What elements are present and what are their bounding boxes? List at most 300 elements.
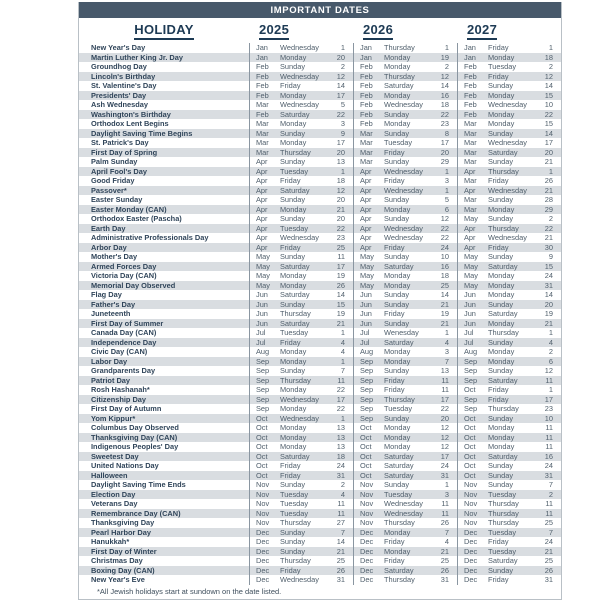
date-cell-2027	[457, 509, 561, 519]
date-cell-2026	[353, 423, 457, 433]
month-2027: Mar	[464, 157, 477, 166]
date-cell-2027	[457, 433, 561, 443]
month-2027: Jul	[464, 337, 474, 347]
month-2025: Sep	[256, 356, 270, 366]
day-2026: 19	[440, 52, 449, 62]
day-2025: 24	[336, 461, 345, 470]
weekday-2025: Saturday	[280, 261, 310, 271]
month-2026: Sep	[360, 413, 374, 423]
weekday-2026: Wednesday	[384, 223, 423, 233]
weekday-2025: Sunday	[280, 157, 306, 166]
month-2025: Oct	[256, 423, 268, 432]
weekday-2025: Thursday	[280, 518, 311, 527]
table-row	[79, 338, 561, 348]
weekday-2027: Sunday	[488, 480, 514, 489]
date-cell-2025	[249, 347, 353, 357]
day-2025: 27	[336, 518, 345, 527]
day-2025: 19	[336, 271, 345, 280]
date-cell-2027	[457, 414, 561, 424]
table-row	[79, 233, 561, 243]
holiday-name: Independence Day	[91, 337, 157, 347]
weekday-2027: Thursday	[488, 166, 519, 176]
month-2025: Mar	[256, 147, 269, 157]
weekday-2026: Friday	[384, 176, 405, 185]
day-2025: 13	[336, 423, 345, 432]
weekday-2025: Thursday	[280, 147, 311, 157]
weekday-2025: Sunday	[280, 480, 306, 489]
month-2026: Apr	[360, 195, 372, 204]
date-cell-2027	[457, 271, 561, 281]
month-2025: Apr	[256, 195, 268, 204]
date-cell-2026	[353, 547, 457, 557]
month-2025: Mar	[256, 128, 269, 138]
day-2025: 1	[340, 43, 345, 52]
weekday-2027: Saturday	[488, 451, 518, 461]
day-2026: 4	[444, 337, 449, 347]
holiday-name: Rosh Hashanah*	[91, 385, 150, 394]
weekday-2025: Sunday	[280, 252, 306, 261]
month-2027: Mar	[464, 138, 477, 147]
day-2025: 7	[340, 527, 345, 537]
day-2027: 2	[548, 347, 553, 356]
date-cell-2025	[249, 385, 353, 395]
day-2027: 30	[544, 242, 553, 252]
date-cell-2026	[353, 480, 457, 490]
weekday-2026: Monday	[384, 527, 411, 537]
weekday-2026: Sunday	[384, 214, 410, 223]
date-cell-2026	[353, 309, 457, 319]
date-cell-2027	[457, 110, 561, 120]
day-2026: 3	[444, 347, 449, 356]
weekday-2027: Saturday	[488, 309, 518, 318]
day-2027: 2	[548, 62, 553, 71]
weekday-2026: Friday	[384, 375, 405, 385]
day-2027: 10	[544, 100, 553, 109]
holiday-name: Palm Sunday	[91, 157, 138, 166]
weekday-2025: Friday	[280, 337, 301, 347]
month-2027: Jun	[464, 309, 476, 318]
weekday-2025: Sunday	[280, 366, 306, 375]
month-2027: Dec	[464, 565, 478, 575]
day-2027: 1	[548, 43, 553, 52]
weekday-2027: Thursday	[488, 518, 519, 527]
table-row	[79, 186, 561, 196]
holiday-name: First Day of Winter	[91, 546, 157, 556]
day-2025: 11	[337, 499, 345, 508]
weekday-2025: Monday	[280, 423, 307, 432]
date-cell-2026	[353, 205, 457, 215]
month-2026: Sep	[360, 385, 374, 394]
day-2027: 22	[544, 223, 553, 233]
date-cell-2027	[457, 72, 561, 82]
date-cell-2025	[249, 91, 353, 101]
holiday-name: Washington's Birthday	[91, 109, 171, 119]
weekday-2025: Sunday	[280, 128, 306, 138]
day-2026: 24	[440, 461, 449, 470]
day-2025: 17	[336, 261, 345, 271]
holiday-name: Hanukkah*	[91, 537, 130, 546]
month-2027: Oct	[464, 413, 476, 423]
date-cell-2027	[457, 471, 561, 481]
table-row	[79, 480, 561, 490]
month-2026: Jan	[360, 52, 372, 62]
month-2026: Feb	[360, 90, 373, 100]
month-2026: Dec	[360, 565, 374, 575]
month-2025: Apr	[256, 157, 268, 166]
month-2026: Apr	[360, 233, 372, 242]
day-2025: 13	[336, 432, 345, 442]
month-2027: Feb	[464, 62, 477, 71]
month-2027: Aug	[464, 347, 478, 356]
date-cell-2027	[457, 43, 561, 53]
weekday-2025: Saturday	[280, 109, 310, 119]
weekday-2025: Tuesday	[280, 223, 309, 233]
date-cell-2027	[457, 119, 561, 129]
weekday-2025: Saturday	[280, 318, 310, 328]
day-2025: 3	[340, 119, 345, 128]
weekday-2027: Friday	[488, 176, 509, 185]
month-2027: Mar	[464, 195, 477, 204]
weekday-2027: Friday	[488, 394, 509, 404]
month-2025: Jul	[256, 337, 266, 347]
holiday-name: New Year's Eve	[91, 575, 145, 584]
month-2027: Apr	[464, 166, 476, 176]
day-2025: 17	[336, 90, 345, 100]
holiday-name: Presidents' Day	[91, 90, 147, 100]
weekday-2026: Monday	[384, 280, 411, 290]
day-2026: 13	[440, 366, 449, 375]
weekday-2027: Tuesday	[488, 527, 517, 537]
day-2027: 11	[545, 508, 553, 518]
day-2026: 29	[440, 157, 449, 166]
day-2027: 15	[544, 90, 553, 100]
day-2027: 21	[544, 157, 553, 166]
date-cell-2025	[249, 100, 353, 110]
month-2025: Jun	[256, 309, 268, 318]
day-2027: 20	[544, 147, 553, 157]
month-2025: Dec	[256, 527, 270, 537]
month-2027: Feb	[464, 81, 477, 90]
month-2025: Apr	[256, 242, 268, 252]
weekday-2026: Monday	[384, 119, 411, 128]
date-cell-2026	[353, 319, 457, 329]
holiday-name: Ash Wednesday	[91, 100, 148, 109]
day-2026: 18	[440, 271, 449, 280]
date-cell-2027	[457, 214, 561, 224]
date-cell-2025	[249, 271, 353, 281]
date-cell-2027	[457, 395, 561, 405]
date-cell-2027	[457, 100, 561, 110]
date-cell-2026	[353, 176, 457, 186]
day-2026: 10	[440, 252, 449, 261]
weekday-2026: Wednesday	[384, 166, 423, 176]
weekday-2026: Tuesday	[384, 489, 413, 499]
date-cell-2025	[249, 281, 353, 291]
date-cell-2026	[353, 100, 457, 110]
month-2027: Jun	[464, 299, 476, 309]
day-2026: 18	[440, 100, 449, 109]
day-2025: 18	[336, 451, 345, 461]
day-2026: 1	[444, 166, 449, 176]
weekday-2025: Saturday	[280, 451, 310, 461]
weekday-2027: Friday	[488, 537, 509, 546]
holiday-name: First Day of Spring	[91, 147, 158, 157]
day-2027: 19	[544, 309, 553, 318]
weekday-2027: Wednesday	[488, 138, 527, 147]
day-2026: 12	[440, 423, 449, 432]
table-row	[79, 148, 561, 158]
weekday-2026: Saturday	[384, 337, 414, 347]
holiday-name: Flag Day	[91, 290, 122, 299]
weekday-2026: Thursday	[384, 43, 415, 52]
month-2027: Sep	[464, 404, 478, 413]
day-2026: 3	[444, 489, 449, 499]
weekday-2027: Wednesday	[488, 233, 527, 242]
day-2026: 17	[440, 138, 449, 147]
month-2026: Sep	[360, 375, 374, 385]
date-cell-2027	[457, 376, 561, 386]
holiday-name: New Year's Day	[91, 43, 146, 52]
date-cell-2027	[457, 300, 561, 310]
weekday-2026: Sunday	[384, 366, 410, 375]
date-cell-2026	[353, 366, 457, 376]
date-cell-2027	[457, 575, 561, 585]
table-row	[79, 224, 561, 234]
holiday-name: Arbor Day	[91, 242, 127, 252]
date-cell-2026	[353, 129, 457, 139]
month-2027: Oct	[464, 423, 476, 432]
holiday-name: Christmas Day	[91, 556, 143, 565]
date-cell-2026	[353, 62, 457, 72]
table-row	[79, 357, 561, 367]
day-2026: 1	[444, 43, 449, 52]
day-2025: 11	[337, 508, 345, 518]
date-cell-2026	[353, 575, 457, 585]
date-cell-2025	[249, 366, 353, 376]
weekday-2026: Thursday	[384, 518, 415, 527]
date-cell-2025	[249, 53, 353, 63]
date-cell-2027	[457, 518, 561, 528]
date-cell-2026	[353, 471, 457, 481]
month-2026: Apr	[360, 185, 372, 195]
month-2027: Apr	[464, 223, 476, 233]
month-2027: Dec	[464, 575, 478, 584]
month-2026: Mar	[360, 128, 373, 138]
weekday-2027: Sunday	[488, 470, 514, 480]
date-cell-2025	[249, 404, 353, 414]
day-2026: 20	[440, 147, 449, 157]
month-2027: Mar	[464, 119, 477, 128]
day-2026: 26	[440, 518, 449, 527]
weekday-2025: Sunday	[280, 537, 306, 546]
day-2027: 2	[548, 214, 553, 223]
day-2027: 18	[544, 52, 553, 62]
month-2027: Sep	[464, 394, 478, 404]
day-2027: 31	[544, 470, 553, 480]
date-cell-2027	[457, 243, 561, 253]
table-row	[79, 129, 561, 139]
day-2025: 4	[340, 489, 345, 499]
month-2027: May	[464, 271, 478, 280]
weekday-2026: Tuesday	[384, 138, 413, 147]
day-2026: 12	[440, 432, 449, 442]
date-cell-2025	[249, 319, 353, 329]
month-2025: Jan	[256, 43, 268, 52]
month-2025: Jun	[256, 290, 268, 299]
weekday-2027: Sunday	[488, 461, 514, 470]
weekday-2026: Monday	[384, 204, 411, 214]
weekday-2027: Saturday	[488, 375, 518, 385]
day-2026: 11	[441, 499, 449, 508]
day-2027: 26	[544, 565, 553, 575]
weekday-2025: Sunday	[280, 195, 306, 204]
month-2026: Nov	[360, 480, 374, 489]
weekday-2026: Wednesday	[384, 100, 423, 109]
holiday-name: Good Friday	[91, 176, 135, 185]
date-cell-2026	[353, 414, 457, 424]
date-cell-2027	[457, 224, 561, 234]
table-row	[79, 110, 561, 120]
month-2026: Sep	[360, 356, 374, 366]
table-row	[79, 262, 561, 272]
day-2027: 7	[548, 527, 553, 537]
date-cell-2027	[457, 195, 561, 205]
weekday-2027: Monday	[488, 52, 515, 62]
weekday-2027: Friday	[488, 43, 509, 52]
holiday-name: Father's Day	[91, 299, 136, 309]
month-2026: Oct	[360, 423, 372, 432]
day-2025: 1	[340, 328, 345, 337]
weekday-2026: Friday	[384, 537, 405, 546]
date-cell-2027	[457, 566, 561, 576]
day-2026: 21	[440, 318, 449, 328]
month-2027: Nov	[464, 480, 478, 489]
weekday-2025: Friday	[280, 565, 301, 575]
holiday-name: Civic Day (CAN)	[91, 347, 148, 356]
day-2027: 28	[544, 195, 553, 204]
date-cell-2027	[457, 233, 561, 243]
date-cell-2025	[249, 518, 353, 528]
month-2026: Jul	[360, 328, 370, 337]
weekday-2026: Saturday	[384, 470, 414, 480]
weekday-2026: Sunday	[384, 413, 410, 423]
day-2025: 20	[336, 147, 345, 157]
date-cell-2025	[249, 461, 353, 471]
weekday-2027: Sunday	[488, 366, 514, 375]
weekday-2026: Monday	[384, 90, 411, 100]
date-cell-2026	[353, 290, 457, 300]
weekday-2025: Saturday	[280, 185, 310, 195]
weekday-2025: Monday	[280, 90, 307, 100]
month-2025: Apr	[256, 214, 268, 223]
holiday-name: Administrative Professionals Day	[91, 233, 209, 242]
day-2026: 16	[440, 261, 449, 271]
month-2025: Apr	[256, 233, 268, 242]
holiday-name: Pearl Harbor Day	[91, 527, 151, 537]
date-cell-2026	[353, 72, 457, 82]
date-cell-2025	[249, 252, 353, 262]
date-cell-2025	[249, 433, 353, 443]
month-2025: Jul	[256, 328, 266, 337]
date-cell-2025	[249, 509, 353, 519]
holiday-name: St. Patrick's Day	[91, 138, 149, 147]
weekday-2025: Sunday	[280, 62, 306, 71]
day-2026: 17	[440, 451, 449, 461]
month-2025: Oct	[256, 461, 268, 470]
weekday-2026: Wednesday	[384, 233, 423, 242]
month-2026: Dec	[360, 546, 374, 556]
date-cell-2025	[249, 233, 353, 243]
date-cell-2026	[353, 556, 457, 566]
month-2027: Oct	[464, 432, 476, 442]
day-2027: 1	[548, 166, 553, 176]
weekday-2026: Sunday	[384, 480, 410, 489]
holiday-name: Orthodox Easter (Pascha)	[91, 214, 182, 223]
day-2025: 12	[336, 71, 345, 81]
day-2025: 22	[336, 404, 345, 413]
month-2026: Feb	[360, 71, 373, 81]
weekday-2026: Saturday	[384, 461, 414, 470]
day-2026: 1	[444, 480, 449, 489]
month-2026: Sep	[360, 404, 374, 413]
date-cell-2025	[249, 119, 353, 129]
date-cell-2027	[457, 366, 561, 376]
weekday-2027: Sunday	[488, 299, 514, 309]
date-cell-2027	[457, 547, 561, 557]
date-cell-2027	[457, 81, 561, 91]
weekday-2027: Monday	[488, 290, 515, 299]
date-cell-2025	[249, 471, 353, 481]
month-2025: Apr	[256, 176, 268, 185]
month-2025: Mar	[256, 119, 269, 128]
day-2026: 12	[440, 214, 449, 223]
month-2025: Apr	[256, 166, 268, 176]
weekday-2026: Friday	[384, 242, 405, 252]
weekday-2027: Thursday	[488, 404, 519, 413]
month-2025: Jun	[256, 299, 268, 309]
month-2027: Dec	[464, 556, 478, 565]
month-2025: Dec	[256, 575, 270, 584]
month-2026: Apr	[360, 166, 372, 176]
weekday-2027: Sunday	[488, 157, 514, 166]
weekday-2026: Thursday	[384, 394, 415, 404]
date-cell-2027	[457, 129, 561, 139]
date-cell-2027	[457, 528, 561, 538]
date-cell-2025	[249, 290, 353, 300]
weekday-2025: Tuesday	[280, 166, 309, 176]
weekday-2025: Friday	[280, 81, 301, 90]
date-cell-2026	[353, 537, 457, 547]
holiday-name: Labor Day	[91, 356, 128, 366]
weekday-2025: Monday	[280, 138, 307, 147]
weekday-2027: Sunday	[488, 413, 514, 423]
table-row	[79, 271, 561, 281]
date-cell-2026	[353, 452, 457, 462]
table-row	[79, 243, 561, 253]
day-2026: 11	[441, 375, 449, 385]
date-cell-2025	[249, 148, 353, 158]
weekday-2026: Sunday	[384, 299, 410, 309]
holiday-name: Halloween	[91, 470, 128, 480]
weekday-2026: Saturday	[384, 261, 414, 271]
date-cell-2025	[249, 338, 353, 348]
day-2025: 9	[340, 128, 345, 138]
month-2025: May	[256, 280, 270, 290]
month-2027: Nov	[464, 508, 478, 518]
date-cell-2025	[249, 490, 353, 500]
holiday-name: United Nations Day	[91, 461, 159, 470]
date-cell-2026	[353, 566, 457, 576]
